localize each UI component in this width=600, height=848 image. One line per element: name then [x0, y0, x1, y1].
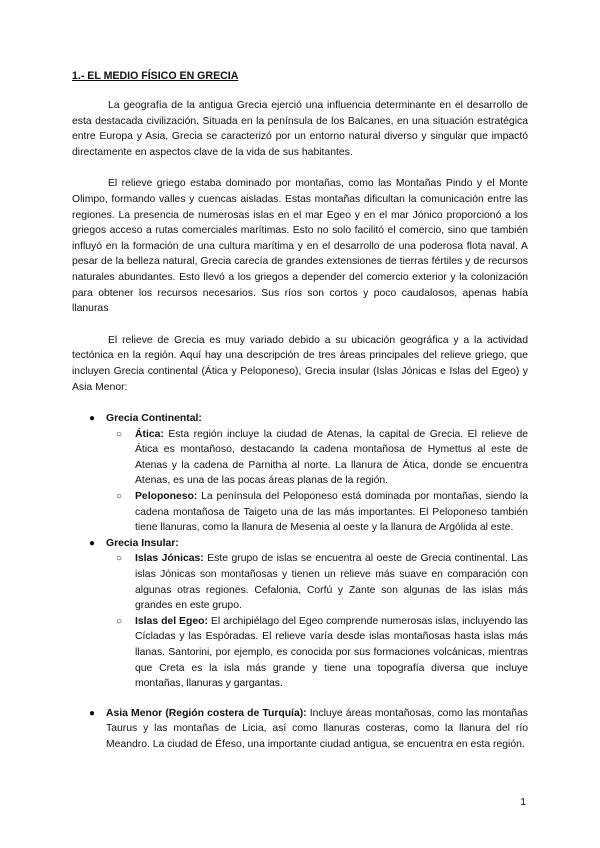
subregion-atica: [106, 427, 528, 489]
region-label: Asia Menor (Región costera de Turquía):: [106, 707, 307, 719]
subregion-label: Islas del Egeo:: [135, 615, 208, 627]
subregion-peloponeso: [106, 489, 528, 536]
paragraph-relief: El relieve griego estaba dominado por montañas, como las Montañas Pindo y el Monte Olimpo, formando valles y cuencas aisladas. Estas montañas dificultan la comunicación entre las regiones. La presencia de numerosas islas en el mar Egeo y en el mar Jónico proporcionó a los griegos acceso a rutas comerciales marítimas. Esto no solo facilitó el comercio, sino que también influyó en la formación de una cultura marítima y en el desarrollo de una poderosa flota naval. A pesar de la belleza natural, Grecia carecía de grandes extensiones de tierras fértiles y de recursos naturales abundantes. Esto llevó a los griegos a depender del comercio exterior y la colonización para obtener los recursos necesarios. Sus ríos son cortos y poco caudalosos, apenas había llanuras: [72, 178, 528, 315]
subregion-text: Este grupo de islas se encuentra al oeste de Grecia continental. Las islas Jónicas son montañosas y tienen un relieve más suave en comparación con algunas otras regiones. Cefalonia, Corfú y Zante son algunas de las islas más grandes en este grupo.: [135, 553, 528, 612]
subregion-label: Peloponeso:: [135, 491, 198, 503]
region-text: Incluye áreas montañosas, como las montañas Taurus y las montañas de Licia, así como llanuras costeras, como la llanura del río Meandro. La ciudad de Éfeso, una importante ciudad antigua, se encuentra en esta región.: [106, 707, 529, 750]
circle-bullet-icon: ○: [116, 491, 123, 503]
bullet-icon: ●: [89, 537, 96, 549]
subregion-text: El archipiélago del Egeo comprende numerosas islas, incluyendo las Cícladas y las Espóradas. El relieve varía desde islas montañosas hasta islas más llanas. Santorini, por ejemplo, es conocida por sus formaciones volcánicas, mientras que Creta es la isla más grande y tiene una topografía diversa que incluye montañas, llanuras y gargantas.: [135, 615, 529, 690]
region-continental: [72, 411, 528, 536]
subregion-label: Islas Jónicas:: [135, 553, 204, 565]
regions-list: [72, 411, 528, 752]
circle-bullet-icon: ○: [116, 615, 123, 627]
subregion-list: [106, 551, 528, 691]
subregion-label: Ática:: [135, 428, 164, 440]
subregion-egeo: [106, 614, 528, 692]
region-label: Grecia Continental:: [106, 413, 202, 425]
bullet-icon: ●: [89, 413, 96, 425]
region-label: Grecia Insular:: [106, 537, 179, 549]
paragraph-areas: El relieve de Grecia es muy variado debido a su ubicación geográfica y a la actividad tectónica en la región. Aquí hay una descripción de tres áreas principales del relieve griego, que incluyen Grecia continental (Ática y Peloponeso), Grecia insular (Islas Jónicas e Islas del Egeo) y Asia Menor:: [72, 334, 528, 393]
bullet-icon: ●: [89, 707, 96, 719]
subregion-jonicas: [106, 551, 528, 613]
region-insular: [72, 536, 528, 692]
section-heading: 1.- EL MEDIO FÍSICO EN GRECIA: [72, 70, 239, 82]
paragraph-intro: La geografía de la antigua Grecia ejerció una influencia determinante en el desarrollo de esta destacada civilización. Situada en la península de los Balcanes, en una situación estratégica entre Europa y Asia, Grecia se caracterizó por un entorno natural diverso y singular que impactó directamente en aspectos clave de la vida de sus habitantes.: [72, 100, 528, 158]
region-asia-menor: [72, 706, 528, 753]
subregion-list: [106, 427, 528, 536]
subregion-text: La península del Peloponeso está dominada por montañas, siendo la cadena montañosa de Taigeto una de las más importantes. El Peloponeso también tiene llanuras, como la llanura de Mesenia al oeste y la llanura de Argólida al este.: [135, 491, 528, 534]
page-content: [72, 69, 528, 753]
circle-bullet-icon: ○: [116, 428, 123, 440]
subregion-text: Esta región incluye la ciudad de Atenas, la capital de Grecia. El relieve de Ática es montañoso, destacando la cadena montañosa de Hymettus al este de Atenas y la cadena de Parnitha al norte. La llanura de Ática, donde se encuentra Atenas, es una de las pocas áreas planas de la región.: [135, 428, 528, 487]
page-number: 1: [520, 797, 526, 808]
circle-bullet-icon: ○: [116, 553, 123, 565]
